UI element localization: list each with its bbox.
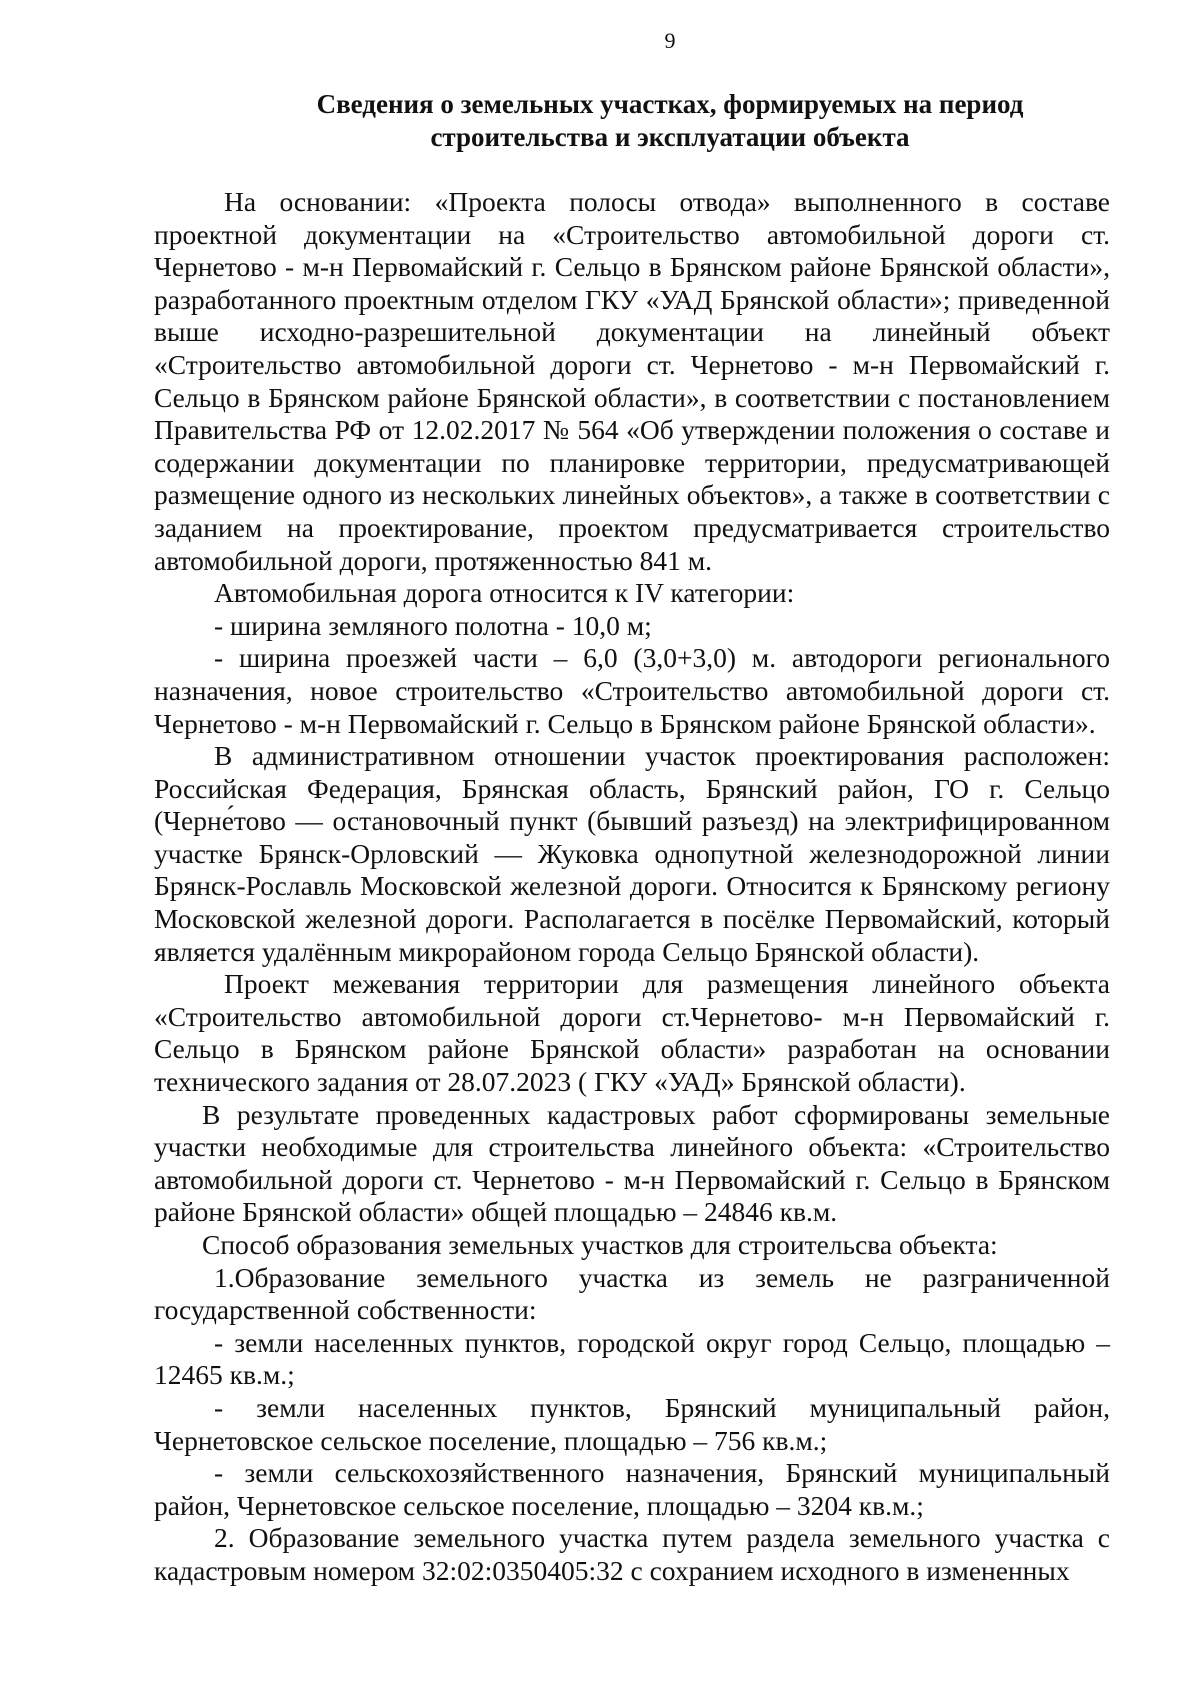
section-title-line-2: строительства и эксплуатации объекта [430,122,910,152]
paragraph-survey-project: Проект межевания территории для размещения линейного объекта «Строительство автомобильной дороги ст.Чернетово- м-н Первомайский г. Сельцо в Брянском районе Брянской области» разработан на основании технического задания от 28.07.2023 ( ГКУ «УАД» Брянской области). [154,968,1110,1098]
paragraph-formation-item-1: 1.Образование земельного участка из земель не разграниченной государственной собственности: [154,1261,1110,1326]
paragraph-basis: На основании: «Проекта полосы отвода» выполненного в составе проектной документации на «Строительство автомобильной дороги ст. Чернетово - м-н Первомайский г. Сельцо в Брянском районе Брянской области», разработанного проектным отделом ГКУ «УАД Брянской области»; приведенной выше исходно-разрешительной документации на линейный объект «Строительство автомобильной дороги ст. Чернетово - м-н Первомайский г. Сельцо в Брянском районе Брянской области», в соответствии с постановлением Правительства РФ от 12.02.2017 № 564 «Об утверждении положения о составе и содержании документации по планировке территории, предусматривающей размещение одного из нескольких линейных объектов», а также в соответствии с заданием на проектирование, проектом предусматривается строительство автомобильной дороги, протяженностью 841 м. [154,186,1110,576]
paragraph-land-settlements-selco: - земли населенных пунктов, городской округ город Сельцо, площадью – 12465 кв.м.; [154,1326,1110,1391]
paragraph-land-agricultural: - земли сельскохозяйственного назначения, Брянский муниципальный район, Чернетовское сельское поселение, площадью – 3204 кв.м.; [154,1457,1110,1521]
paragraph-formation-method: Способ образования земельных участков для строительсва объекта: [202,1229,998,1260]
paragraph-administrative-location: В административном отношении участок проектирования расположен: Российская Федерация, Брянская область, Брянский район, ГО г. Сельцо (Черне́тово — остановочный пункт (бывший разъезд) на электрифицированном участке Брянск-Орловский — Жуковка однопутной железнодорожной линии Брянск-Рославль Московской железной дороги. Относится к Брянскому региону Московской железной дороги. Располагается в посёлке Первомайский, который является удалённым микрорайоном города Сельцо Брянской области). [154,740,1110,967]
paragraph-land-settlements-chernetovo: - земли населенных пунктов, Брянский муниципальный район, Чернетовское сельское поселение, площадью – 756 кв.м.; [154,1391,1110,1456]
paragraph-road-category: Автомобильная дорога относится к IV категории: [214,577,795,609]
section-title [240,88,1100,154]
section-title-line-1: Сведения о земельных участках, формируемых на период [316,89,1024,119]
paragraph-carriageway-width: - ширина проезжей части – 6,0 (3,0+3,0) м. автодороги регионального назначения, новое строительство «Строительство автомобильной дороги ст. Чернетово - м-н Первомайский г. Сельцо в Брянском районе Брянской области». [154,642,1110,739]
document-body [154,186,1110,1588]
page-number: 9 [664,28,676,53]
paragraph-roadbed-width: - ширина земляного полотна - 10,0 м; [214,609,652,641]
paragraph-cadastral-results: В результате проведенных кадастровых работ сформированы земельные участки необходимые для строительства линейного объекта: «Строительство автомобильной дороги ст. Чернетово - м-н Первомайский г. Сельцо в Брянском районе Брянской области» общей площадью – 24846 кв.м. [154,1098,1110,1228]
paragraph-formation-item-2: 2. Образование земельного участка путем раздела земельного участка с кадастровым номером 32:02:0350405:32 с сохранием исходного в измененных [154,1522,1110,1586]
